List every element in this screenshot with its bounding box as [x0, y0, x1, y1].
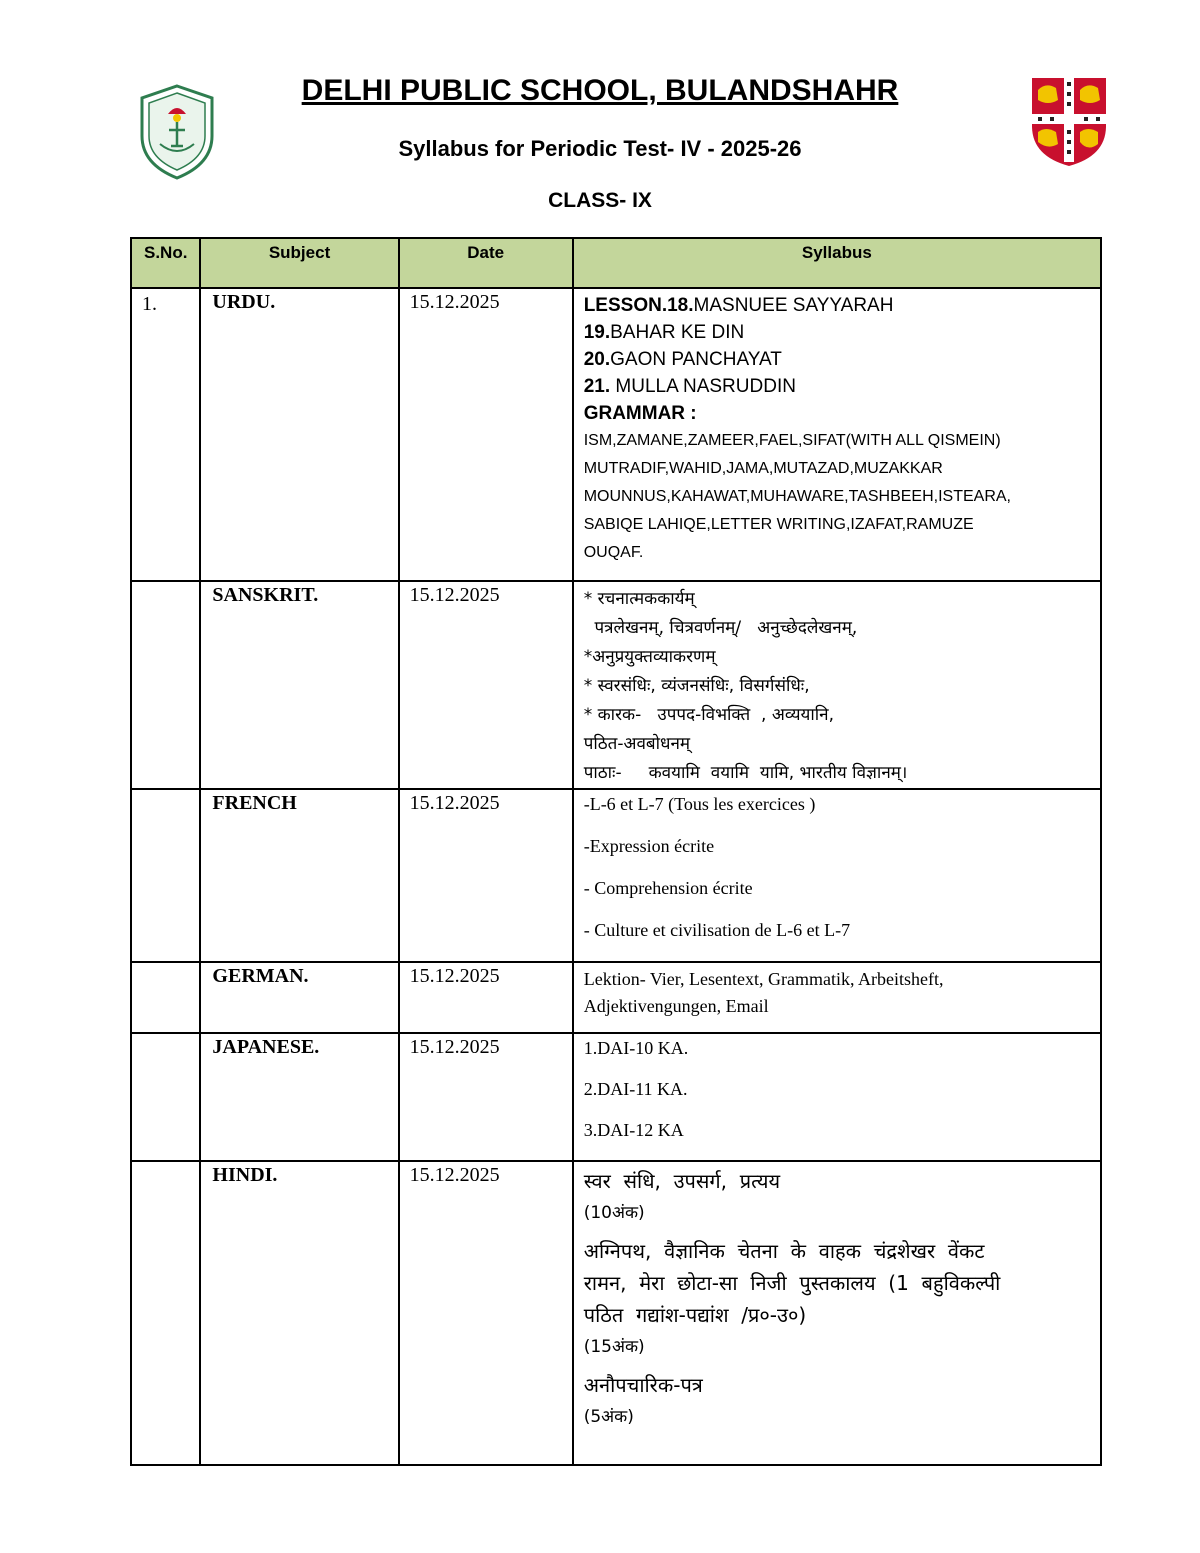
table-row	[131, 962, 1101, 1033]
row-date: 15.12.2025	[399, 1033, 573, 1161]
syllabus-line: -L-6 et L-7 (Tous les exercices )	[583, 794, 816, 814]
row-subject: SANSKRIT.	[200, 581, 398, 789]
class-label: CLASS- IX	[548, 189, 652, 212]
row-syllabus	[573, 962, 1101, 1033]
row-subject: HINDI.	[200, 1161, 398, 1465]
row-sno	[131, 1161, 200, 1465]
row-sno	[131, 1033, 200, 1161]
syllabus-line: पठित गद्यांश-पद्यांश /प्र०-उ०)	[583, 1303, 807, 1327]
row-date: 15.12.2025	[399, 962, 573, 1033]
syllabus-line: अग्निपथ, वैज्ञानिक चेतना के वाहक चंद्रशेखर वेंकट	[583, 1239, 985, 1263]
marks-label: (5अंक)	[583, 1407, 634, 1427]
syllabus-line: GRAMMAR :	[583, 403, 697, 424]
syllabus-table	[130, 237, 1102, 1466]
row-date: 15.12.2025	[399, 789, 573, 962]
syllabus-line: पाठाः- कवयामि वयामि यामि, भारतीय विज्ञानम्।	[583, 763, 908, 783]
table-row	[131, 581, 1101, 789]
grammar-line: MOUNNUS,KAHAWAT,MUHAWARE,TASHBEEH,ISTEARA,	[583, 488, 1011, 505]
syllabus-line: पत्रलेखनम्, चित्रवर्णनम्/ अनुच्छेदलेखनम्,	[583, 618, 858, 638]
grammar-line: SABIQE LAHIQE,LETTER WRITING,IZAFAT,RAMUZE	[583, 516, 974, 533]
syllabus-line: 21. MULLA NASRUDDIN	[583, 376, 796, 397]
grammar-line: MUTRADIF,WAHID,JAMA,MUTAZAD,MUZAKKAR	[583, 460, 943, 477]
table-row	[131, 1161, 1101, 1465]
syllabus-line: *अनुप्रयुक्तव्याकरणम्	[583, 647, 716, 667]
syllabus-line: * स्वरसंधिः, व्यंजनसंधिः, विसर्गसंधिः,	[583, 676, 810, 696]
syllabus-line: 1.DAI-10 KA.	[583, 1038, 689, 1058]
table-row	[131, 1033, 1101, 1161]
syllabus-line: Adjektivengungen, Email	[583, 996, 769, 1016]
table-header-row	[131, 238, 1101, 288]
row-date: 15.12.2025	[399, 1161, 573, 1465]
header-sno: S.No.	[131, 238, 200, 288]
marks-label: (15अंक)	[583, 1337, 645, 1357]
syllabus-line: * रचनात्मककार्यम्	[583, 589, 695, 609]
row-subject: URDU.	[200, 288, 398, 581]
header-date: Date	[399, 238, 573, 288]
syllabus-line: 2.DAI-11 KA.	[583, 1079, 688, 1099]
row-syllabus	[573, 1161, 1101, 1465]
row-sno	[131, 789, 200, 962]
row-date: 15.12.2025	[399, 581, 573, 789]
syllabus-line: Lektion- Vier, Lesentext, Grammatik, Arbeitsheft,	[583, 969, 944, 989]
row-sno: 1.	[131, 288, 200, 581]
row-syllabus	[573, 581, 1101, 789]
table-row	[131, 288, 1101, 581]
header-syllabus: Syllabus	[573, 238, 1101, 288]
header-subject: Subject	[200, 238, 398, 288]
syllabus-line: LESSON.18.MASNUEE SAYYARAH	[583, 295, 894, 316]
row-syllabus	[573, 1033, 1101, 1161]
syllabus-line: 3.DAI-12 KA	[583, 1120, 684, 1140]
grammar-line: OUQAF.	[583, 544, 644, 561]
syllabus-line: पठित-अवबोधनम्	[583, 734, 691, 754]
syllabus-line: * कारक- उपपद-विभक्ति , अव्ययानि,	[583, 705, 835, 725]
syllabus-line: 20.GAON PANCHAYAT	[583, 349, 782, 370]
row-date: 15.12.2025	[399, 288, 573, 581]
marks-label: (10अंक)	[583, 1203, 645, 1223]
school-title: DELHI PUBLIC SCHOOL, BULANDSHAHR	[301, 74, 899, 107]
table-row	[131, 789, 1101, 962]
row-subject: GERMAN.	[200, 962, 398, 1033]
syllabus-line: अनौपचारिक-पत्र	[583, 1373, 703, 1397]
grammar-line: ISM,ZAMANE,ZAMEER,FAEL,SIFAT(WITH ALL QISMEIN)	[583, 432, 1001, 449]
row-subject: JAPANESE.	[200, 1033, 398, 1161]
syllabus-line: -Expression écrite	[583, 836, 715, 856]
row-sno	[131, 581, 200, 789]
syllabus-line: रामन, मेरा छोटा-सा निजी पुस्तकालय (1 बहुविकल्पी	[583, 1271, 1001, 1295]
row-syllabus	[573, 789, 1101, 962]
row-sno	[131, 962, 200, 1033]
syllabus-line: - Comprehension écrite	[583, 878, 753, 898]
row-subject: FRENCH	[200, 789, 398, 962]
syllabus-line: - Culture et civilisation de L-6 et L-7	[583, 920, 851, 940]
row-syllabus	[573, 288, 1101, 581]
document-subtitle: Syllabus for Periodic Test- IV - 2025-26	[398, 136, 802, 161]
syllabus-line: 19.BAHAR KE DIN	[583, 322, 745, 343]
syllabus-line: स्वर संधि, उपसर्ग, प्रत्यय	[583, 1169, 781, 1193]
